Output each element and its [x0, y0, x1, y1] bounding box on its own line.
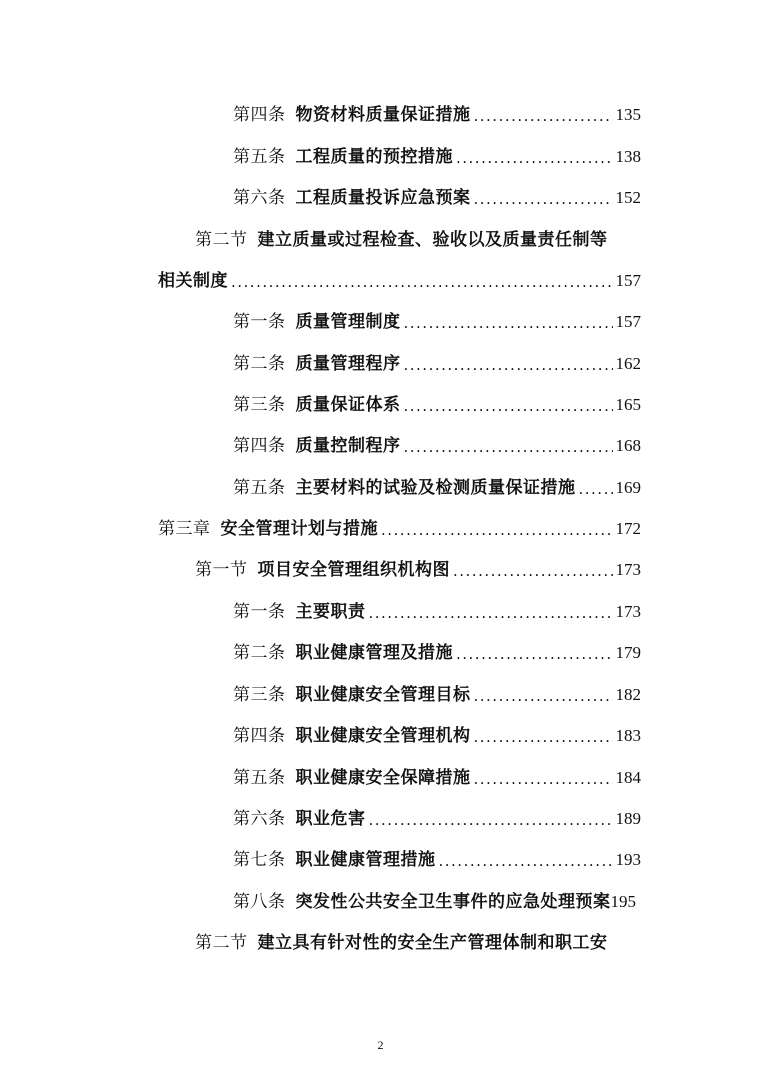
toc-entry-page: 172 — [615, 519, 641, 538]
toc-entry-title: 职业健康安全管理目标 — [295, 685, 471, 705]
toc-entry[interactable] — [233, 426, 641, 456]
toc-entry-number: 第二节 — [195, 230, 248, 250]
toc-entry-number: 第二条 — [233, 354, 286, 374]
toc-leader-dots — [474, 728, 613, 746]
toc-leader-dots — [474, 687, 613, 705]
toc-leader-dots — [369, 811, 613, 829]
toc-entry-number: 第三条 — [233, 395, 286, 415]
toc-entry[interactable] — [233, 302, 641, 332]
toc-entry-number: 第七条 — [233, 850, 286, 870]
toc-entry-title: 职业健康管理及措施 — [295, 643, 453, 663]
toc-entry-number: 第四条 — [233, 436, 286, 456]
toc-entry-chapter[interactable] — [158, 509, 641, 539]
toc-entry-title: 质量控制程序 — [295, 436, 401, 456]
toc-entry-title: 职业健康安全管理机构 — [295, 726, 471, 746]
toc-entry-number: 第五条 — [233, 768, 286, 788]
toc-entry-page: 195 — [610, 892, 636, 911]
toc-entry[interactable] — [233, 882, 661, 912]
toc-entry-title: 建立具有针对性的安全生产管理体制和职工安 — [257, 933, 608, 953]
toc-entry-page: 169 — [615, 478, 641, 497]
toc-entry-title: 建立质量或过程检查、验收以及质量责任制等 — [257, 230, 608, 250]
toc-entry-page: 193 — [615, 850, 641, 869]
toc-entry-title: 安全管理计划与措施 — [220, 519, 378, 539]
toc-entry-title: 职业健康管理措施 — [295, 850, 436, 870]
toc-leader-dots — [474, 190, 613, 208]
toc-entry[interactable] — [233, 840, 641, 870]
toc-entry-section[interactable] — [195, 550, 641, 580]
toc-leader-dots — [404, 438, 613, 456]
toc-leader-dots — [456, 149, 613, 167]
toc-entry-number: 第一条 — [233, 602, 286, 622]
toc-entry-page: 157 — [615, 271, 641, 290]
toc-entry[interactable] — [233, 95, 641, 125]
page-number: 2 — [377, 1038, 384, 1052]
toc-entry-number: 第五条 — [233, 147, 286, 167]
toc-leader-dots — [404, 314, 613, 332]
toc-entry[interactable] — [233, 758, 641, 788]
toc-entry-title: 项目安全管理组织机构图 — [257, 560, 450, 580]
toc-leader-dots — [579, 480, 613, 498]
toc-leader-dots — [369, 604, 613, 622]
toc-leader-dots — [439, 852, 613, 870]
toc-entry-number: 第一节 — [195, 560, 248, 580]
toc-leader-dots — [474, 770, 613, 788]
toc-entry-number: 第四条 — [233, 105, 286, 125]
toc-entry-number: 第六条 — [233, 809, 286, 829]
toc-entry-continuation[interactable] — [158, 261, 641, 291]
toc-entry-number: 第二条 — [233, 643, 286, 663]
toc-entry[interactable] — [233, 675, 641, 705]
toc-entry[interactable] — [233, 716, 641, 746]
toc-entry-number: 第二节 — [195, 933, 248, 953]
toc-entry-page: 179 — [615, 643, 641, 662]
toc-entry[interactable] — [233, 178, 641, 208]
toc-entry-page: 162 — [615, 354, 641, 373]
toc-leader-dots — [404, 356, 613, 374]
toc-entry-page: 189 — [615, 809, 641, 828]
toc-entry-page: 184 — [615, 768, 641, 787]
toc-entry-page: 183 — [615, 726, 641, 745]
toc-entry-page: 168 — [615, 436, 641, 455]
toc-entry-number: 第三条 — [233, 685, 286, 705]
toc-entry[interactable] — [233, 385, 641, 415]
toc-entry[interactable] — [233, 468, 641, 498]
toc-entry-page: 152 — [615, 188, 641, 207]
toc-entry-title: 主要材料的试验及检测质量保证措施 — [295, 478, 576, 498]
toc-entry-title: 工程质量投诉应急预案 — [295, 188, 471, 208]
toc-entry[interactable] — [195, 923, 645, 953]
toc-entry-title: 物资材料质量保证措施 — [295, 105, 471, 125]
toc-entry-title: 主要职责 — [295, 602, 366, 622]
toc-entry-number: 第六条 — [233, 188, 286, 208]
toc-leader-dots — [456, 645, 613, 663]
toc-entry-title: 质量保证体系 — [295, 395, 401, 415]
toc-entry-number: 第三章 — [158, 519, 211, 539]
toc-entry-page: 182 — [615, 685, 641, 704]
toc-entry-page: 138 — [615, 147, 641, 166]
toc-entry-page: 173 — [615, 560, 641, 579]
toc-entry-title: 相关制度 — [158, 271, 228, 291]
toc-leader-dots — [381, 521, 613, 539]
toc-entry-title: 突发性公共安全卫生事件的应急处理预案 — [295, 892, 611, 912]
toc-entry-page: 135 — [615, 105, 641, 124]
toc-leader-dots — [453, 562, 613, 580]
toc-entry[interactable] — [233, 344, 641, 374]
toc-entry-page: 157 — [615, 312, 641, 331]
toc-entry[interactable] — [233, 633, 641, 663]
toc-leader-dots — [404, 397, 613, 415]
toc-entry[interactable] — [233, 592, 641, 622]
toc-entry-title: 职业健康安全保障措施 — [295, 768, 471, 788]
toc-entry-title: 质量管理制度 — [295, 312, 401, 332]
toc-entry-page: 173 — [615, 602, 641, 621]
toc-entry-title: 质量管理程序 — [295, 354, 401, 374]
toc-entry-number: 第四条 — [233, 726, 286, 746]
toc-entry-title: 职业危害 — [295, 809, 366, 829]
toc-entry[interactable] — [233, 799, 641, 829]
toc-entry-number: 第一条 — [233, 312, 286, 332]
toc-entry-number: 第八条 — [233, 892, 286, 912]
toc-entry-page: 165 — [615, 395, 641, 414]
toc-leader-dots — [474, 107, 613, 125]
toc-leader-dots — [231, 273, 613, 291]
toc-entry-number: 第五条 — [233, 478, 286, 498]
toc-entry[interactable] — [233, 137, 641, 167]
toc-entry[interactable] — [195, 220, 645, 250]
toc-entry-title: 工程质量的预控措施 — [295, 147, 453, 167]
